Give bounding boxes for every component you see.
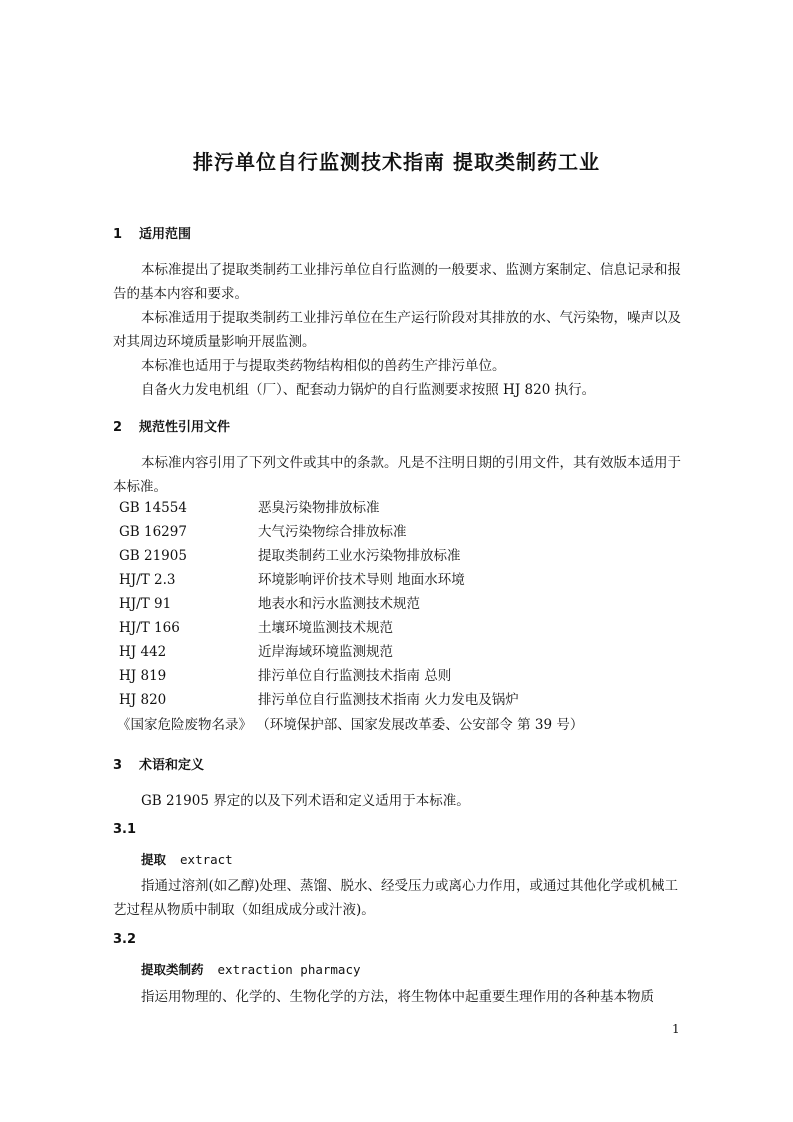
section-heading — [113, 416, 230, 435]
reference-title: 近岸海域环境监测规范 — [258, 644, 393, 660]
page-number: 1 — [672, 1022, 680, 1036]
term-entry — [141, 960, 361, 978]
paragraph: 本标准提出了提取类制药工业排污单位自行监测的一般要求、监测方案制定、信息记录和报告的基本内容和要求。 — [113, 262, 681, 302]
reference-list — [119, 496, 679, 712]
reference-code: HJ/T 91 — [119, 596, 172, 612]
section-title: 术语和定义 — [139, 758, 205, 773]
reference-title: 提取类制药工业水污染物排放标准 — [258, 548, 461, 564]
paragraph: GB 21905 界定的以及下列术语和定义适用于本标准。 — [141, 793, 470, 809]
reference-code: HJ 442 — [119, 644, 167, 660]
section-title: 规范性引用文件 — [139, 420, 231, 435]
section-number: 1 — [113, 227, 123, 242]
reference-item-extra: 《国家危险废物名录》 （环境保护部、国家发展改革委、公安部令 第 39 号） — [117, 717, 584, 733]
term-entry — [141, 850, 233, 868]
reference-code: HJ/T 2.3 — [119, 572, 176, 588]
term-en: extraction pharmacy — [217, 962, 361, 977]
reference-code: GB 21905 — [119, 548, 187, 564]
reference-code: HJ 819 — [119, 668, 167, 684]
document-title: 排污单位自行监测技术指南 提取类制药工业 — [193, 150, 600, 174]
reference-item — [119, 592, 679, 616]
section-title: 适用范围 — [139, 227, 192, 242]
reference-title: 恶臭污染物排放标准 — [258, 500, 380, 516]
term-number: 3.1 — [113, 822, 137, 837]
reference-item — [119, 520, 679, 544]
paragraph: 本标准内容引用了下列文件或其中的条款。凡是不注明日期的引用文件，其有效版本适用于本标准。 — [113, 455, 681, 495]
term-zh: 提取类制药 — [141, 962, 204, 977]
term-definition: 指通过溶剂(如乙醇)处理、蒸馏、脱水、经受压力或离心力作用，或通过其他化学或机械工艺过程从物质中制取（如组成成分或汁液)。 — [113, 878, 679, 918]
section-heading — [113, 223, 191, 242]
reference-code: HJ/T 166 — [119, 620, 180, 636]
reference-item — [119, 688, 679, 712]
reference-item — [119, 664, 679, 688]
paragraph: 本标准适用于提取类制药工业排污单位在生产运行阶段对其排放的水、气污染物，噪声以及对其周边环境质量影响开展监测。 — [113, 310, 681, 350]
reference-code: GB 16297 — [119, 524, 187, 540]
reference-title: 地表水和污水监测技术规范 — [258, 596, 420, 612]
section-number: 3 — [113, 758, 123, 773]
reference-title: 环境影响评价技术导则 地面水环境 — [258, 572, 465, 588]
term-en: extract — [180, 852, 233, 867]
term-definition: 指运用物理的、化学的、生物化学的方法，将生物体中起重要生理作用的各种基本物质 — [141, 989, 654, 1005]
reference-item — [119, 544, 679, 568]
reference-title: 大气污染物综合排放标准 — [258, 524, 407, 540]
reference-title: 排污单位自行监测技术指南 火力发电及锅炉 — [258, 692, 519, 708]
reference-item — [119, 496, 679, 520]
paragraph: 本标准也适用于与提取类药物结构相似的兽药生产排污单位。 — [141, 358, 506, 374]
reference-item — [119, 568, 679, 592]
term-zh: 提取 — [141, 852, 167, 867]
reference-item — [119, 616, 679, 640]
reference-item — [119, 640, 679, 664]
section-number: 2 — [113, 420, 123, 435]
reference-title: 排污单位自行监测技术指南 总则 — [258, 668, 452, 684]
reference-code: GB 14554 — [119, 500, 187, 516]
term-number: 3.2 — [113, 932, 137, 947]
reference-code: HJ 820 — [119, 692, 167, 708]
reference-title: 土壤环境监测技术规范 — [258, 620, 393, 636]
section-heading — [113, 754, 204, 773]
paragraph: 自备火力发电机组（厂）、配套动力锅炉的自行监测要求按照 HJ 820 执行。 — [141, 382, 596, 398]
